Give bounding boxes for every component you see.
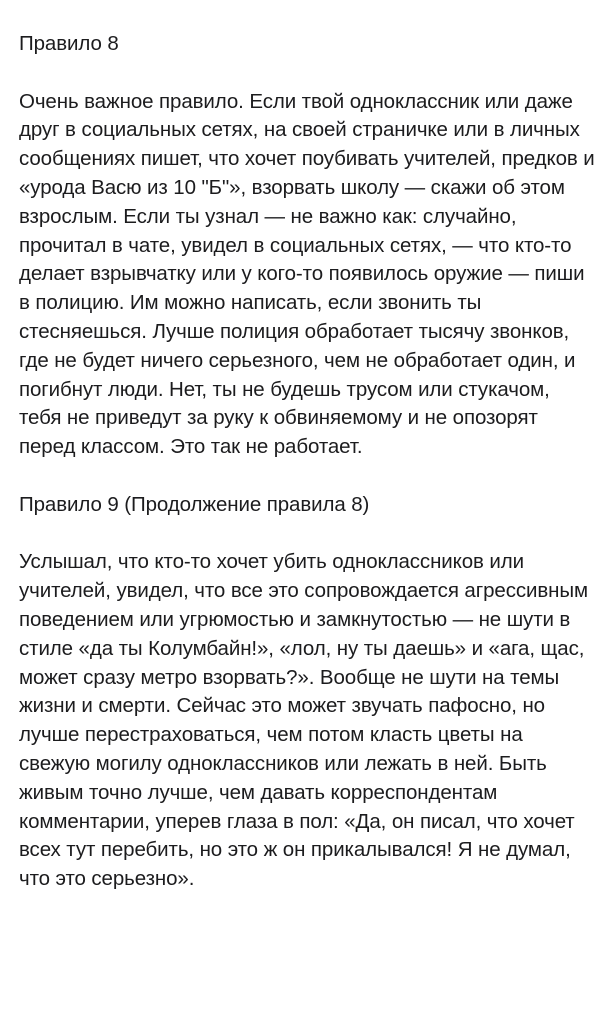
rule-8-title: Правило 8 <box>19 32 119 55</box>
rule-9-section <box>19 491 595 894</box>
rule-8-text: Очень важное правило. Если твой одноклассник или даже друг в социальных сетях, на своей страничке или в личных сообщениях пишет, что хочет поубивать учителей, предков и «урода Васю из 10 "Б"», взорвать школу — скажи об этом взрослым. Если ты узнал — не важно как: случайно, прочитал в чате, увидел в социальных сетях, — что кто-то делает взрывчатку или у кого-то появилось оружие — пиши в полицию. Им можно написать, если звонить ты стесняешься. Лучше полиция обработает тысячу звонков, где не будет ничего серьезного, чем не обработает один, и погибнут люди. Нет, ты не будешь трусом или стукачом, тебя не приведут за руку к обвиняемому и не опозорят перед классом. Это так не работает. <box>19 89 595 459</box>
rule-9-title: Правило 9 (Продолжение правила 8) <box>19 492 370 516</box>
rule-8-section <box>19 30 595 462</box>
rule-9-text: Услышал, что кто-то хочет убить одноклассников или учителей, увидел, что все это сопровождается агрессивным поведением или угрюмостью и замкнутостью — не шути в стиле «да ты Колумбайн!», «лол, ну ты даешь» и «ага, щас, может сразу метро взорвать?». Вообще не шути на темы жизни и смерти. Сейчас это может звучать пафосно, но лучше перестраховаться, чем потом класть цветы на свежую могилу одноклассников или лежать в ней. Быть живым точно лучше, чем давать корреспондентам комментарии, уперев глаза в пол: «Да, он писал, что хочет всех тут перебить, но это ж он прикалывался! Я не думал, что это серьезно». <box>19 550 588 891</box>
